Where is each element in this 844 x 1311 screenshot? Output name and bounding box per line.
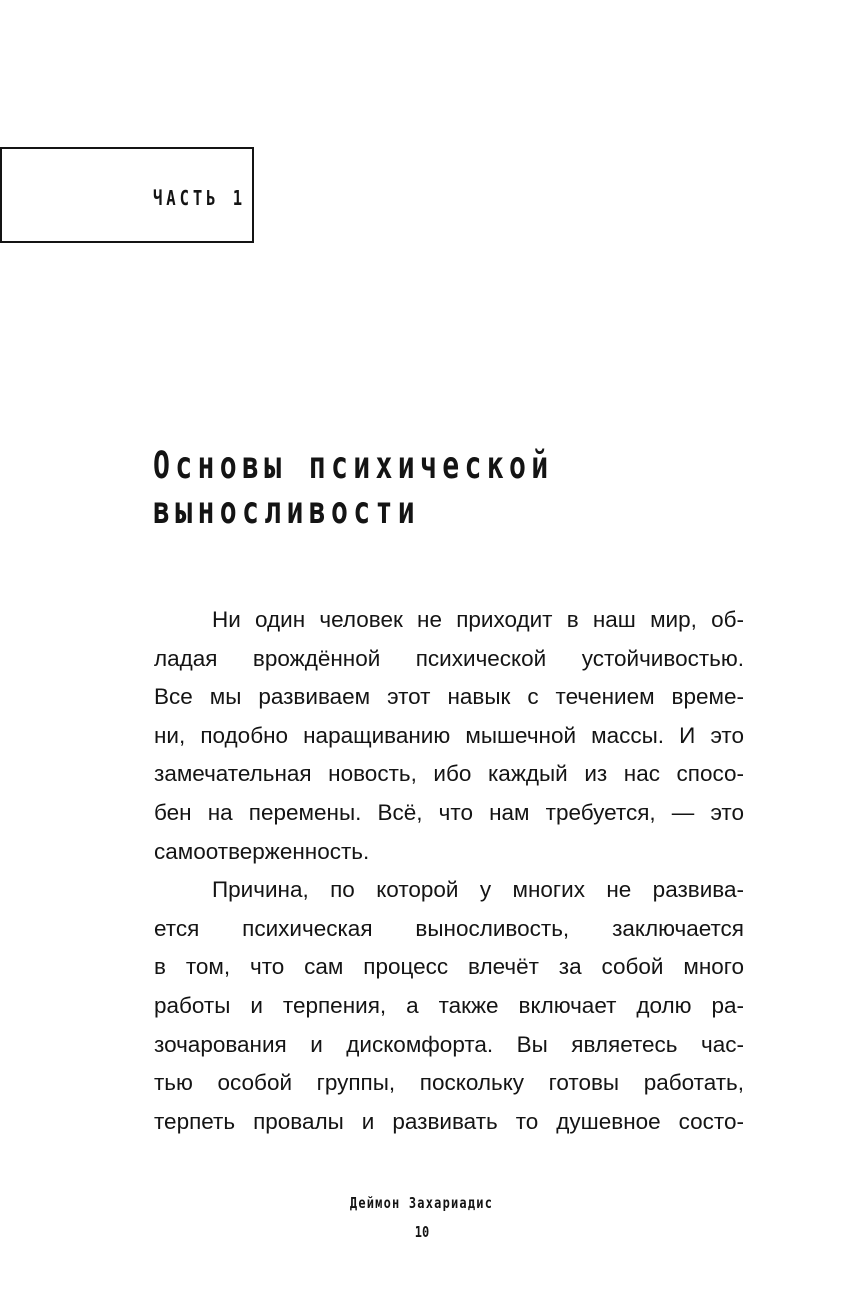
page-number <box>0 1221 844 1243</box>
chapter-title-line-2: выносливости <box>153 489 420 532</box>
paragraph-2-line: тью особой группы, поскольку готовы работать, <box>154 1070 744 1096</box>
paragraph-1-line: бен на перемены. Всё, что нам требуется, — это <box>154 799 744 825</box>
paragraph-2-line: зочарования и дискомфорта. Вы являетесь час- <box>154 1031 744 1057</box>
paragraph-1-line: ни, подобно наращиванию мышечной массы. И это <box>154 722 744 748</box>
paragraph-1-line: ладая врождённой психической устойчивостью. <box>154 645 744 671</box>
paragraph-2-line: работы и терпения, а также включает долю ра- <box>154 992 744 1018</box>
page-number-text: 10 <box>414 1223 430 1241</box>
paragraph-2-line: Причина, по которой у многих не развива- <box>212 877 744 903</box>
paragraph-1-line: Ни один человек не приходит в наш мир, об- <box>212 607 744 632</box>
paragraph-1-line: самоотверженность. <box>154 838 370 864</box>
paragraph-2-line: ется психическая выносливость, заключается <box>154 915 744 941</box>
chapter-title-line-1: Основы психической <box>153 444 554 487</box>
paragraph-2-line: в том, что сам процесс влечёт за собой много <box>154 954 744 980</box>
paragraph-1-line: Все мы развиваем этот навык с течением време- <box>154 684 744 710</box>
chapter-title <box>153 443 553 533</box>
footer-author-text: Деймон Захариадис <box>350 1194 494 1212</box>
paragraph-1-line: замечательная новость, ибо каждый из нас спосо- <box>154 761 744 787</box>
footer-author <box>0 1192 844 1214</box>
part-label: ЧАСТЬ 1 <box>153 186 247 210</box>
body-text <box>154 601 744 1141</box>
paragraph-2-line: терпеть провалы и развивать то душевное состо- <box>154 1108 744 1134</box>
